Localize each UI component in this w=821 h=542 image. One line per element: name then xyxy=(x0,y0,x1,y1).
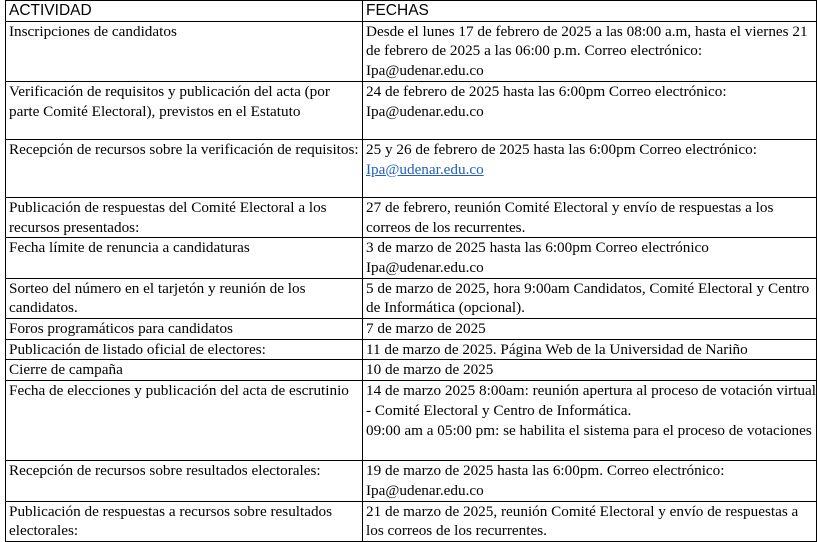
table-row xyxy=(6,319,817,340)
cell-actividad: Cierre de campaña xyxy=(6,360,363,381)
header-actividad: ACTIVIDAD xyxy=(6,1,363,22)
table-row xyxy=(6,139,817,197)
cell-actividad: Inscripciones de candidatos xyxy=(6,21,363,81)
table-row xyxy=(6,381,817,461)
cell-actividad: Foros programáticos para candidatos xyxy=(6,319,363,340)
table-row xyxy=(6,238,817,278)
cell-actividad: Recepción de recursos sobre resultados electorales: xyxy=(6,461,363,501)
cell-fechas xyxy=(363,381,817,461)
table-row xyxy=(6,278,817,318)
cell-fechas-line-1: 14 de marzo 2025 8:00am: reunión apertura al proceso de votación virtual - Comité Electoral y Centro de Informática. xyxy=(366,382,816,419)
cell-fechas: 21 de marzo de 2025, reunión Comité Electoral y envío de respuestas a los correos de los recurrentes. xyxy=(363,501,817,541)
cell-fechas: 19 de marzo de 2025 hasta las 6:00pm. Correo electrónico: Ipa@udenar.edu.co xyxy=(363,461,817,501)
table-row xyxy=(6,501,817,541)
cell-actividad: Verificación de requisitos y publicación del acta (por parte Comité Electoral), previstos en el Estatuto xyxy=(6,81,363,139)
cell-fechas-text: 25 y 26 de febrero de 2025 hasta las 6:00pm Correo electrónico: xyxy=(366,140,757,158)
cell-actividad: Recepción de recursos sobre la verificación de requisitos: xyxy=(6,139,363,197)
cell-actividad: Publicación de listado oficial de electores: xyxy=(6,339,363,360)
cell-fechas: 10 de marzo de 2025 xyxy=(363,360,817,381)
table-row xyxy=(6,461,817,501)
table-row xyxy=(6,360,817,381)
cell-fechas xyxy=(363,139,817,197)
cell-fechas: 24 de febrero de 2025 hasta las 6:00pm Correo electrónico: Ipa@udenar.edu.co xyxy=(363,81,817,139)
cell-fechas: 5 de marzo de 2025, hora 9:00am Candidatos, Comité Electoral y Centro de Informática (opcional). xyxy=(363,278,817,318)
cell-actividad: Fecha de elecciones y publicación del acta de escrutinio xyxy=(6,381,363,461)
schedule-table xyxy=(5,0,817,542)
table-row xyxy=(6,21,817,81)
cell-actividad: Sorteo del número en el tarjetón y reunión de los candidatos. xyxy=(6,278,363,318)
table-header-row xyxy=(6,1,817,22)
cell-actividad: Publicación de respuestas a recursos sobre resultados electorales: xyxy=(6,501,363,541)
table-row xyxy=(6,197,817,237)
cell-fechas: 11 de marzo de 2025. Página Web de la Universidad de Nariño xyxy=(363,339,817,360)
cell-fechas: 3 de marzo de 2025 hasta las 6:00pm Correo electrónico Ipa@udenar.edu.co xyxy=(363,238,817,278)
cell-fechas: 7 de marzo de 2025 xyxy=(363,319,817,340)
table-row xyxy=(6,81,817,139)
header-fechas: FECHAS xyxy=(363,1,817,22)
email-link[interactable]: Ipa@udenar.edu.co xyxy=(366,160,484,178)
cell-fechas: 27 de febrero, reunión Comité Electoral y envío de respuestas a los correos de los recurrentes. xyxy=(363,197,817,237)
cell-actividad: Publicación de respuestas del Comité Electoral a los recursos presentados: xyxy=(6,197,363,237)
cell-fechas-line-2: 09:00 am a 05:00 pm: se habilita el sistema para el proceso de votaciones xyxy=(366,421,812,439)
table-row xyxy=(6,339,817,360)
cell-fechas: Desde el lunes 17 de febrero de 2025 a las 08:00 a.m, hasta el viernes 21 de febrero de 2025 a las 06:00 p.m. Correo electrónico: Ipa@udenar.edu.co xyxy=(363,21,817,81)
cell-actividad: Fecha límite de renuncia a candidaturas xyxy=(6,238,363,278)
